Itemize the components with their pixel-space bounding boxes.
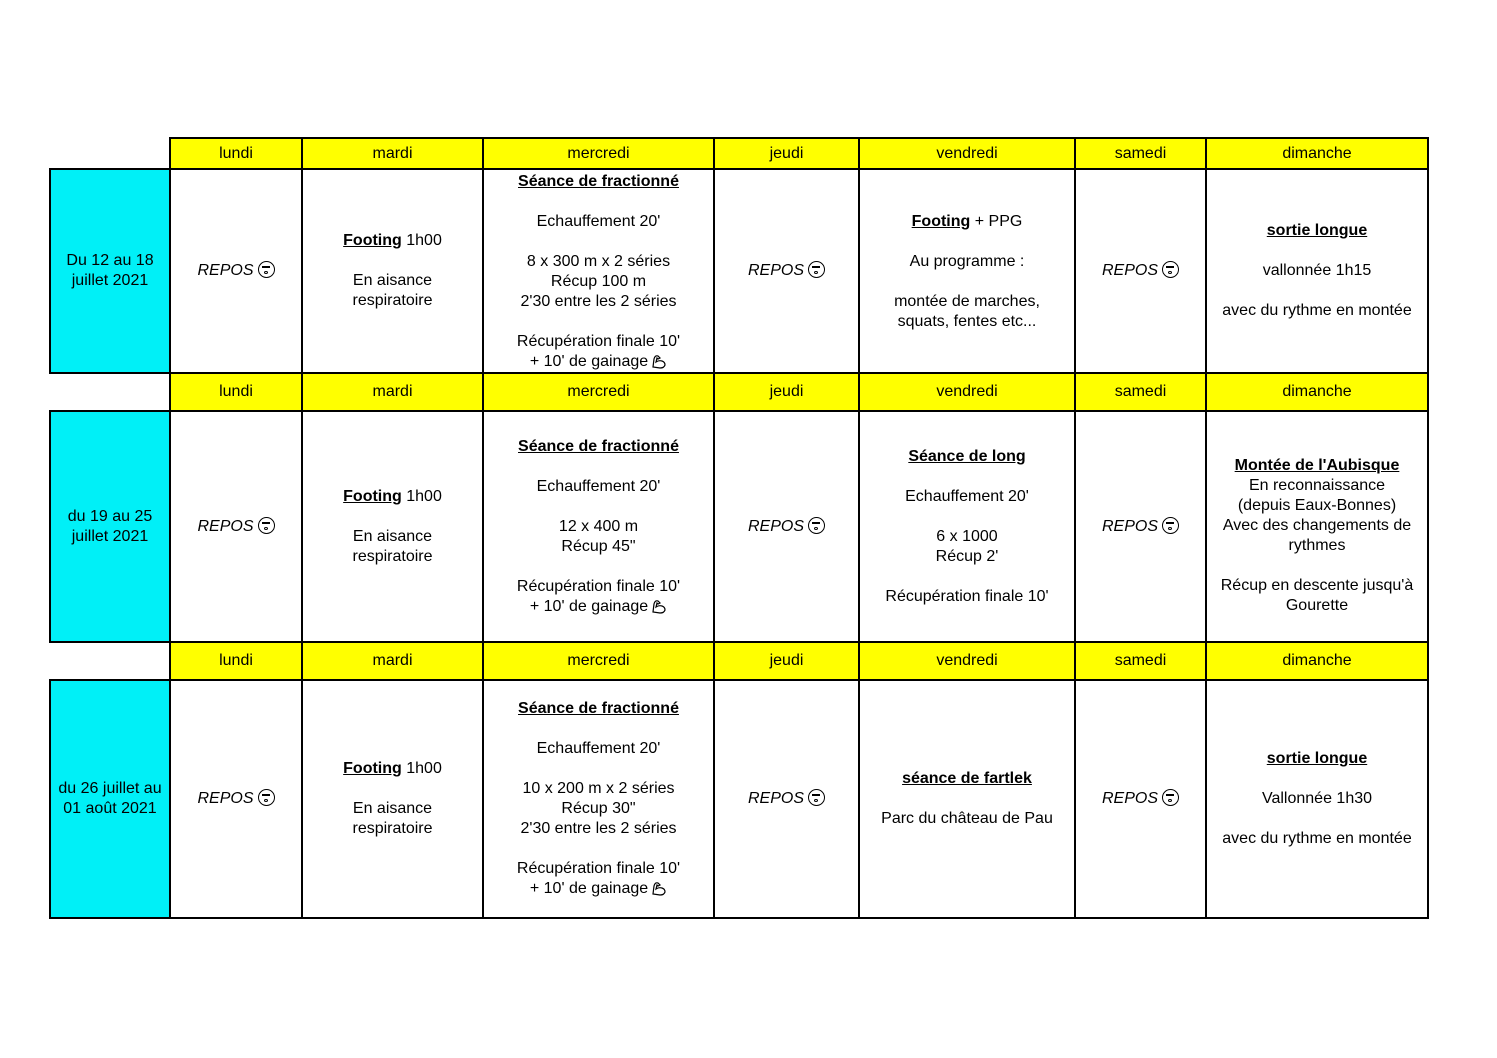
session-line: Gourette xyxy=(1285,597,1349,614)
session-title: Footing + PPG xyxy=(911,213,1023,230)
repos-label: REPOS xyxy=(748,261,825,281)
sleeping-face-icon xyxy=(808,517,825,534)
cell-mardi xyxy=(301,410,484,643)
cell-lundi xyxy=(169,679,303,919)
cell-dimanche xyxy=(1205,679,1429,919)
sleeping-face-icon xyxy=(258,517,275,534)
day-header-mercredi: mercredi xyxy=(482,641,715,681)
header-corner xyxy=(49,641,171,681)
day-header-dimanche: dimanche xyxy=(1205,641,1429,681)
sleeping-face-icon xyxy=(1162,789,1179,806)
repos-label: REPOS xyxy=(1102,517,1179,537)
cell-dimanche xyxy=(1205,168,1429,374)
session-line: (depuis Eaux-Bonnes) xyxy=(1237,497,1397,514)
week-label xyxy=(49,410,171,643)
flexed-biceps-icon xyxy=(651,880,667,896)
session-line: En aisance xyxy=(352,527,433,545)
week-label-text: du 26 juillet au 01 août 2021 xyxy=(58,780,162,817)
session-line: squats, fentes etc... xyxy=(897,313,1037,330)
sleeping-face-icon xyxy=(808,789,825,806)
session-line: Vallonnée 1h30 xyxy=(1261,790,1373,807)
repos-label: REPOS xyxy=(748,789,825,809)
cell-jeudi xyxy=(713,410,860,643)
session-title: Séance de fractionné xyxy=(518,173,679,190)
cell-mercredi xyxy=(482,679,715,919)
session-line: Récup 45" xyxy=(561,537,636,555)
session-line: 12 x 400 m xyxy=(558,517,639,535)
sleeping-face-icon xyxy=(258,261,275,278)
cell-jeudi xyxy=(713,168,860,374)
sleeping-face-icon xyxy=(1162,517,1179,534)
session-title: séance de fartlek xyxy=(902,770,1032,787)
session-title: sortie longue xyxy=(1266,222,1368,239)
cell-jeudi xyxy=(713,679,860,919)
session-line: Récup 2' xyxy=(935,547,999,565)
session-line: Parc du château de Pau xyxy=(881,810,1053,827)
session-line: En aisance xyxy=(352,272,433,289)
session-line: vallonnée 1h15 xyxy=(1262,262,1372,279)
cell-lundi xyxy=(169,410,303,643)
session-line: + 10' de gainage xyxy=(530,352,667,372)
session-line: Echauffement 20' xyxy=(536,477,661,495)
week-label xyxy=(49,168,171,374)
day-header-lundi: lundi xyxy=(169,641,303,681)
cell-mercredi xyxy=(482,168,715,374)
session-title: Séance de fractionné xyxy=(518,700,679,717)
session-line: Récup en descente jusqu'à xyxy=(1220,577,1414,594)
session-title: sortie longue xyxy=(1266,750,1368,767)
session-line: Récup 30" xyxy=(561,800,636,817)
training-schedule-table xyxy=(49,137,1426,917)
session-title: Footing 1h00 xyxy=(343,232,442,249)
session-line: Au programme : xyxy=(909,253,1025,270)
session-line: montée de marches, xyxy=(894,293,1040,310)
cell-vendredi xyxy=(858,410,1076,643)
cell-mercredi xyxy=(482,410,715,643)
repos-label: REPOS xyxy=(748,517,825,537)
repos-label: REPOS xyxy=(197,789,274,809)
sleeping-face-icon xyxy=(808,261,825,278)
session-line: Récup 100 m xyxy=(550,273,647,290)
cell-mardi xyxy=(301,168,484,374)
session-line: 2'30 entre les 2 séries xyxy=(520,820,677,837)
session-line: 10 x 200 m x 2 séries xyxy=(522,780,675,797)
cell-lundi xyxy=(169,168,303,374)
week-label xyxy=(49,679,171,919)
day-header-vendredi: vendredi xyxy=(858,372,1076,412)
day-header-dimanche: dimanche xyxy=(1205,372,1429,412)
session-line: + 10' de gainage xyxy=(530,597,667,617)
session-line: + 10' de gainage xyxy=(530,879,667,899)
session-title: Séance de fractionné xyxy=(518,437,679,455)
day-header-lundi: lundi xyxy=(169,137,303,170)
week-label-text: du 19 au 25 juillet 2021 xyxy=(67,507,153,545)
session-line: avec du rythme en montée xyxy=(1222,302,1412,319)
session-line: 6 x 1000 xyxy=(936,527,998,545)
session-line: Récupération finale 10' xyxy=(516,333,681,350)
flexed-biceps-icon xyxy=(651,598,667,614)
header-corner xyxy=(49,137,171,170)
week-label-text: Du 12 au 18 juillet 2021 xyxy=(66,252,154,289)
repos-label: REPOS xyxy=(1102,261,1179,281)
session-line: Récupération finale 10' xyxy=(516,577,681,595)
session-line: respiratoire xyxy=(352,292,433,309)
session-line: avec du rythme en montée xyxy=(1222,830,1412,847)
session-line: 8 x 300 m x 2 séries xyxy=(526,253,671,270)
day-header-mercredi: mercredi xyxy=(482,137,715,170)
day-header-lundi: lundi xyxy=(169,372,303,412)
cell-samedi xyxy=(1074,679,1207,919)
session-title: Footing 1h00 xyxy=(343,760,442,777)
repos-label: REPOS xyxy=(197,261,274,281)
day-header-jeudi: jeudi xyxy=(713,641,860,681)
session-line: Echauffement 20' xyxy=(536,213,661,230)
day-header-vendredi: vendredi xyxy=(858,641,1076,681)
session-line: Avec des changements de xyxy=(1222,517,1412,534)
cell-samedi xyxy=(1074,410,1207,643)
sleeping-face-icon xyxy=(1162,261,1179,278)
session-line: En aisance xyxy=(352,800,433,817)
day-header-jeudi: jeudi xyxy=(713,372,860,412)
day-header-mardi: mardi xyxy=(301,641,484,681)
session-title: Footing 1h00 xyxy=(343,487,442,505)
session-line: respiratoire xyxy=(352,547,433,565)
cell-mardi xyxy=(301,679,484,919)
session-title: Montée de l'Aubisque xyxy=(1234,457,1400,474)
sleeping-face-icon xyxy=(258,789,275,806)
session-line: 2'30 entre les 2 séries xyxy=(520,293,677,310)
session-line: Echauffement 20' xyxy=(536,740,661,757)
day-header-samedi: samedi xyxy=(1074,641,1207,681)
session-line: Récupération finale 10' xyxy=(885,587,1049,605)
session-line: Récupération finale 10' xyxy=(516,860,681,877)
day-header-mercredi: mercredi xyxy=(482,372,715,412)
cell-dimanche xyxy=(1205,410,1429,643)
flexed-biceps-icon xyxy=(651,353,667,369)
repos-label: REPOS xyxy=(1102,789,1179,809)
day-header-samedi: samedi xyxy=(1074,372,1207,412)
cell-samedi xyxy=(1074,168,1207,374)
day-header-vendredi: vendredi xyxy=(858,137,1076,170)
session-line: En reconnaissance xyxy=(1248,477,1386,494)
session-line: respiratoire xyxy=(352,820,433,837)
day-header-mardi: mardi xyxy=(301,137,484,170)
session-line: rythmes xyxy=(1288,537,1346,554)
cell-vendredi xyxy=(858,679,1076,919)
day-header-dimanche: dimanche xyxy=(1205,137,1429,170)
cell-vendredi xyxy=(858,168,1076,374)
header-corner xyxy=(49,372,171,412)
day-header-samedi: samedi xyxy=(1074,137,1207,170)
session-line: Echauffement 20' xyxy=(905,487,1029,505)
day-header-jeudi: jeudi xyxy=(713,137,860,170)
day-header-mardi: mardi xyxy=(301,372,484,412)
repos-label: REPOS xyxy=(197,517,274,537)
session-title: Séance de long xyxy=(908,447,1026,465)
